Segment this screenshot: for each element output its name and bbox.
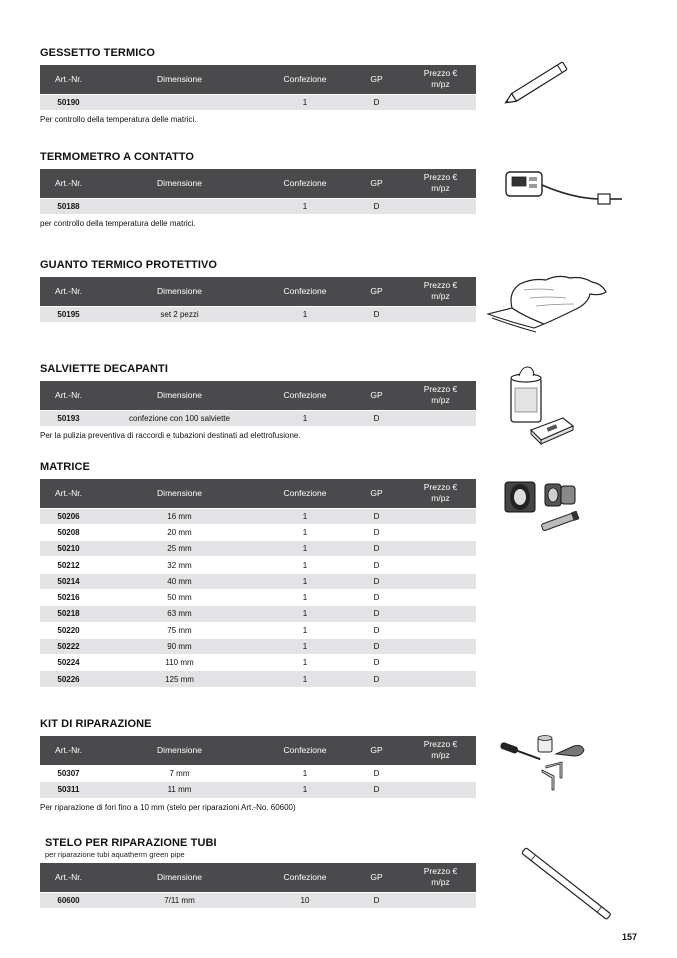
- price: [405, 638, 476, 654]
- col-header-art: Art.-Nr.: [40, 277, 97, 306]
- dimension: 7 mm: [97, 765, 262, 781]
- section-title: SALVIETTE DECAPANTI: [40, 363, 168, 375]
- art-number: 50216: [40, 589, 97, 605]
- package-qty: 1: [262, 781, 348, 797]
- table-header: [40, 277, 476, 306]
- section-matrice: [40, 461, 476, 687]
- col-header-confezione: Confezione: [262, 169, 348, 198]
- page-number: 157: [622, 932, 638, 942]
- col-header-confezione: Confezione: [262, 479, 348, 508]
- dimension: set 2 pezzi: [97, 306, 262, 322]
- product-table: [40, 863, 476, 908]
- art-number: 50214: [40, 573, 97, 589]
- table-row: [40, 638, 476, 654]
- price: [405, 622, 476, 638]
- product-table: [40, 479, 476, 687]
- package-qty: 10: [262, 892, 348, 908]
- price: [405, 671, 476, 687]
- section-title: STELO PER RIPARAZIONE TUBI: [45, 837, 217, 849]
- package-qty: 1: [262, 606, 348, 622]
- col-header-dimensione: Dimensione: [97, 65, 262, 94]
- price-group: D: [348, 541, 405, 557]
- package-qty: 1: [262, 557, 348, 573]
- col-header-dimensione: Dimensione: [97, 169, 262, 198]
- package-qty: 1: [262, 541, 348, 557]
- section-subtitle: per riparazione tubi aquatherm green pipe: [45, 850, 185, 859]
- col-header-gp: GP: [348, 169, 405, 198]
- table-row: [40, 655, 476, 671]
- col-header-dimensione: Dimensione: [97, 736, 262, 765]
- col-header-prezzo: Prezzo € m/pz: [405, 381, 476, 410]
- package-qty: 1: [262, 198, 348, 214]
- art-number: 50188: [40, 198, 97, 214]
- package-qty: 1: [262, 573, 348, 589]
- price: [405, 198, 476, 214]
- price-group: D: [348, 606, 405, 622]
- art-number: 50224: [40, 655, 97, 671]
- table-row: [40, 589, 476, 605]
- package-qty: 1: [262, 94, 348, 110]
- col-header-dimensione: Dimensione: [97, 863, 262, 892]
- col-header-confezione: Confezione: [262, 277, 348, 306]
- price: [405, 557, 476, 573]
- dimension: 16 mm: [97, 508, 262, 524]
- col-header-art: Art.-Nr.: [40, 863, 97, 892]
- thermal-crayon-illustration: [498, 58, 578, 108]
- package-qty: 1: [262, 410, 348, 426]
- art-number: 50222: [40, 638, 97, 654]
- price: [405, 606, 476, 622]
- contact-thermometer-illustration: [502, 168, 626, 218]
- price-group: D: [348, 671, 405, 687]
- table-row: [40, 508, 476, 524]
- protective-gloves-illustration: [484, 270, 614, 336]
- table-row: [40, 557, 476, 573]
- art-number: 50311: [40, 781, 97, 797]
- price-group: D: [348, 94, 405, 110]
- art-number: 50195: [40, 306, 97, 322]
- section-stelo-per-riparazione: [40, 837, 476, 908]
- col-header-art: Art.-Nr.: [40, 381, 97, 410]
- table-row: [40, 306, 476, 322]
- col-header-prezzo: Prezzo € m/pz: [405, 169, 476, 198]
- product-table: [40, 736, 476, 798]
- art-number: 50206: [40, 508, 97, 524]
- price: [405, 524, 476, 540]
- price: [405, 765, 476, 781]
- price-group: D: [348, 622, 405, 638]
- section-title: GUANTO TERMICO PROTETTIVO: [40, 259, 218, 271]
- dimension: 90 mm: [97, 638, 262, 654]
- col-header-art: Art.-Nr.: [40, 479, 97, 508]
- art-number: 50307: [40, 765, 97, 781]
- price: [405, 306, 476, 322]
- col-header-gp: GP: [348, 479, 405, 508]
- price-group: D: [348, 589, 405, 605]
- package-qty: 1: [262, 671, 348, 687]
- dimension: confezione con 100 salviette: [97, 410, 262, 426]
- col-header-dimensione: Dimensione: [97, 277, 262, 306]
- col-header-gp: GP: [348, 863, 405, 892]
- price: [405, 94, 476, 110]
- col-header-gp: GP: [348, 736, 405, 765]
- dimension: [97, 94, 262, 110]
- dimension: 125 mm: [97, 671, 262, 687]
- price-group: D: [348, 892, 405, 908]
- price-group: D: [348, 410, 405, 426]
- section-gessetto-termico: [40, 47, 476, 124]
- table-row: [40, 781, 476, 797]
- price-group: D: [348, 655, 405, 671]
- product-table: [40, 169, 476, 214]
- art-number: 50193: [40, 410, 97, 426]
- art-number: 50208: [40, 524, 97, 540]
- table-row: [40, 541, 476, 557]
- price-group: D: [348, 524, 405, 540]
- table-row: [40, 892, 476, 908]
- col-header-prezzo: Prezzo € m/pz: [405, 736, 476, 765]
- table-row: [40, 765, 476, 781]
- price: [405, 781, 476, 797]
- col-header-prezzo: Prezzo € m/pz: [405, 863, 476, 892]
- package-qty: 1: [262, 508, 348, 524]
- table-row: [40, 94, 476, 110]
- art-number: 50226: [40, 671, 97, 687]
- package-qty: 1: [262, 589, 348, 605]
- section-note: per controllo della temperatura delle matrici.: [40, 219, 196, 229]
- product-table: [40, 381, 476, 426]
- dimension: 25 mm: [97, 541, 262, 557]
- section-title: GESSETTO TERMICO: [40, 47, 156, 59]
- price-group: D: [348, 765, 405, 781]
- repair-kit-illustration: [494, 732, 594, 800]
- col-header-confezione: Confezione: [262, 863, 348, 892]
- price-group: D: [348, 557, 405, 573]
- section-title: TERMOMETRO A CONTATTO: [40, 151, 195, 163]
- col-header-prezzo: Prezzo € m/pz: [405, 479, 476, 508]
- dimension: 32 mm: [97, 557, 262, 573]
- repair-stem-illustration: [518, 842, 614, 926]
- dimension: 75 mm: [97, 622, 262, 638]
- art-number: 50218: [40, 606, 97, 622]
- section-guanto-termico: [40, 259, 476, 322]
- package-qty: 1: [262, 655, 348, 671]
- section-title: KIT DI RIPARAZIONE: [40, 718, 152, 730]
- table-header: [40, 863, 476, 892]
- price: [405, 655, 476, 671]
- col-header-confezione: Confezione: [262, 65, 348, 94]
- price: [405, 589, 476, 605]
- table-row: [40, 198, 476, 214]
- col-header-confezione: Confezione: [262, 381, 348, 410]
- col-header-art: Art.-Nr.: [40, 736, 97, 765]
- table-header: [40, 479, 476, 508]
- dimension: 63 mm: [97, 606, 262, 622]
- table-row: [40, 524, 476, 540]
- dimension: 20 mm: [97, 524, 262, 540]
- price-group: D: [348, 198, 405, 214]
- table-header: [40, 381, 476, 410]
- col-header-gp: GP: [348, 277, 405, 306]
- col-header-prezzo: Prezzo € m/pz: [405, 65, 476, 94]
- art-number: 50212: [40, 557, 97, 573]
- table-row: [40, 573, 476, 589]
- col-header-prezzo: Prezzo € m/pz: [405, 277, 476, 306]
- col-header-art: Art.-Nr.: [40, 169, 97, 198]
- table-header: [40, 169, 476, 198]
- dimension: 110 mm: [97, 655, 262, 671]
- dimension: [97, 198, 262, 214]
- price: [405, 892, 476, 908]
- art-number: 50210: [40, 541, 97, 557]
- price-group: D: [348, 573, 405, 589]
- price-group: D: [348, 306, 405, 322]
- table-row: [40, 671, 476, 687]
- dimension: 7/11 mm: [97, 892, 262, 908]
- product-table: [40, 65, 476, 110]
- package-qty: 1: [262, 638, 348, 654]
- pickling-wipes-illustration: [505, 360, 577, 450]
- section-note: Per la pulizia preventiva di raccordi e tubazioni destinati ad elettrofusione.: [40, 431, 301, 441]
- price-group: D: [348, 638, 405, 654]
- dimension: 50 mm: [97, 589, 262, 605]
- section-salviette-decapanti: [40, 363, 476, 440]
- section-note: Per riparazione di fori fino a 10 mm (stelo per riparazioni Art.-No. 60600): [40, 802, 296, 812]
- art-number: 50190: [40, 94, 97, 110]
- section-title: MATRICE: [40, 461, 90, 473]
- package-qty: 1: [262, 622, 348, 638]
- table-row: [40, 622, 476, 638]
- package-qty: 1: [262, 524, 348, 540]
- col-header-art: Art.-Nr.: [40, 65, 97, 94]
- col-header-dimensione: Dimensione: [97, 381, 262, 410]
- section-termometro-a-contatto: [40, 151, 476, 228]
- price: [405, 410, 476, 426]
- col-header-gp: GP: [348, 65, 405, 94]
- table-row: [40, 606, 476, 622]
- dimension: 40 mm: [97, 573, 262, 589]
- col-header-dimensione: Dimensione: [97, 479, 262, 508]
- price-group: D: [348, 508, 405, 524]
- table-header: [40, 65, 476, 94]
- col-header-confezione: Confezione: [262, 736, 348, 765]
- price: [405, 573, 476, 589]
- price-group: D: [348, 781, 405, 797]
- col-header-gp: GP: [348, 381, 405, 410]
- price: [405, 541, 476, 557]
- package-qty: 1: [262, 306, 348, 322]
- section-note: Per controllo della temperatura delle matrici.: [40, 115, 197, 125]
- matrix-illustration: [497, 476, 587, 536]
- art-number: 50220: [40, 622, 97, 638]
- product-table: [40, 277, 476, 322]
- table-row: [40, 410, 476, 426]
- dimension: 11 mm: [97, 781, 262, 797]
- package-qty: 1: [262, 765, 348, 781]
- art-number: 60600: [40, 892, 97, 908]
- section-kit-di-riparazione: [40, 718, 476, 812]
- price: [405, 508, 476, 524]
- table-header: [40, 736, 476, 765]
